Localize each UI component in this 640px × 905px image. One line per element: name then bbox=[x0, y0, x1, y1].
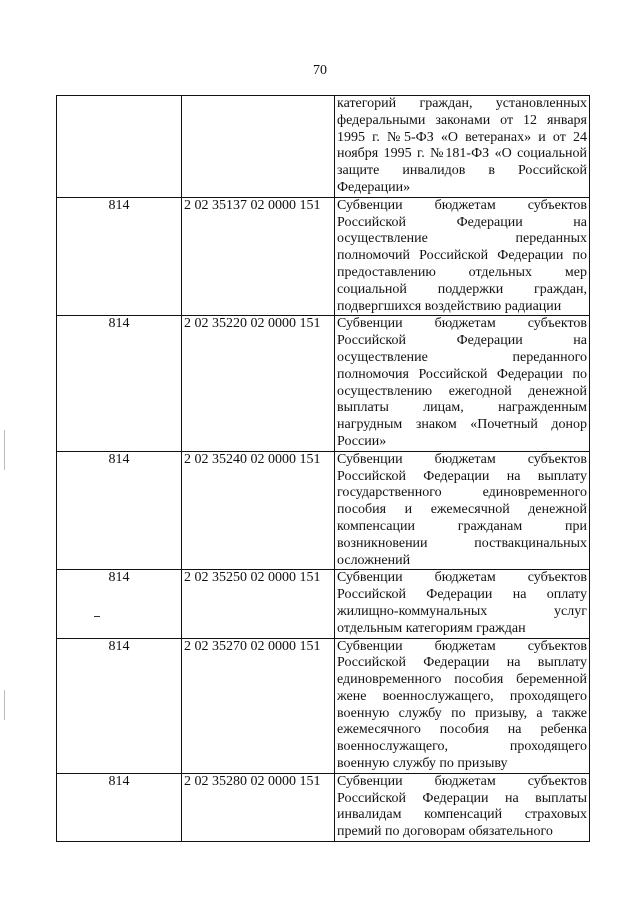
description-line: Российской Федерации на выплату bbox=[337, 468, 587, 484]
description-line: Федерации» bbox=[337, 179, 411, 195]
description-line: 1995 г. №5-ФЗ «О ветеранах» и от 24 bbox=[337, 129, 587, 145]
description-cell bbox=[335, 96, 590, 198]
description-line: подвергшихся воздействию радиации bbox=[337, 298, 562, 314]
description-line: осложнений bbox=[337, 552, 411, 568]
description-line: отдельным категориям граждан bbox=[337, 620, 526, 636]
scan-margin-mark bbox=[4, 430, 5, 470]
description-line: жилищно-коммунальных услуг bbox=[337, 603, 587, 619]
budget-code-cell: 2 02 35220 02 0000 151 bbox=[182, 316, 335, 451]
description-cell bbox=[335, 773, 590, 841]
description-line: компенсации гражданам при bbox=[337, 518, 587, 534]
description-line: Российской Федерации на bbox=[337, 214, 587, 230]
description-line: Субвенции бюджетам субъектов bbox=[337, 451, 587, 467]
description-line: федеральными законами от 12 января bbox=[337, 112, 587, 128]
admin-code-cell: 814 bbox=[57, 638, 182, 773]
description-line: возникновении поствакцинальных bbox=[337, 535, 587, 551]
description-line: ежемесячного пособия на ребенка bbox=[337, 722, 587, 738]
table-row bbox=[57, 316, 590, 451]
description-line: полномочий Российской Федерации по bbox=[337, 248, 587, 264]
description-line: осуществление переданных bbox=[337, 231, 587, 247]
description-line: России» bbox=[337, 433, 387, 449]
description-line: Субвенции бюджетам субъектов bbox=[337, 638, 587, 654]
description-line: пособия и ежемесячной денежной bbox=[337, 502, 587, 518]
description-line: Субвенции бюджетам субъектов bbox=[337, 773, 587, 789]
admin-code-cell: 814 bbox=[57, 773, 182, 841]
description-line: полномочия Российской Федерации по bbox=[337, 366, 587, 382]
table-row bbox=[57, 570, 590, 638]
budget-code-cell: 2 02 35137 02 0000 151 bbox=[182, 197, 335, 316]
description-line: военную службу по призыву bbox=[337, 756, 508, 772]
table-row bbox=[57, 451, 590, 570]
description-line: защите инвалидов в Российской bbox=[337, 163, 587, 179]
description-line: государственного единовременного bbox=[337, 485, 587, 501]
description-cell bbox=[335, 451, 590, 570]
description-line: Российской Федерации на выплату bbox=[337, 655, 587, 671]
description-line: военную службу по призыву, а также bbox=[337, 705, 587, 721]
description-line: нагрудным знаком «Почетный донор bbox=[337, 417, 587, 433]
description-line: премий по договорам обязательного bbox=[337, 824, 553, 840]
description-line: ноября 1995 г. №181-ФЗ «О социальной bbox=[337, 146, 587, 162]
description-line: предоставлению отдельных мер bbox=[337, 264, 587, 280]
admin-code-cell: 814 bbox=[57, 316, 182, 451]
page-number: 70 bbox=[313, 63, 327, 78]
budget-code-cell bbox=[182, 96, 335, 198]
description-line: Субвенции бюджетам субъектов bbox=[337, 570, 587, 586]
table-row bbox=[57, 638, 590, 773]
admin-code-cell: 814 bbox=[57, 570, 182, 638]
description-line: осуществление переданного bbox=[337, 349, 587, 365]
admin-code-cell: 814 bbox=[57, 451, 182, 570]
table-row bbox=[57, 773, 590, 841]
table-row bbox=[57, 197, 590, 316]
description-line: инвалидам компенсаций страховых bbox=[337, 807, 587, 823]
description-line: Российской Федерации на bbox=[337, 333, 587, 349]
description-line: осуществлению ежегодной денежной bbox=[337, 383, 587, 399]
description-line: Субвенции бюджетам субъектов bbox=[337, 316, 587, 332]
description-cell bbox=[335, 638, 590, 773]
description-line: Субвенции бюджетам субъектов bbox=[337, 197, 587, 213]
budget-code-cell: 2 02 35250 02 0000 151 bbox=[182, 570, 335, 638]
budget-revenue-table bbox=[56, 95, 590, 842]
budget-code-cell: 2 02 35270 02 0000 151 bbox=[182, 638, 335, 773]
description-cell bbox=[335, 316, 590, 451]
budget-code-cell: 2 02 35280 02 0000 151 bbox=[182, 773, 335, 841]
scan-margin-mark bbox=[4, 690, 5, 720]
scan-artifact bbox=[94, 616, 100, 617]
description-line: Российской Федерации на выплаты bbox=[337, 790, 587, 806]
description-line: жене военнослужащего, проходящего bbox=[337, 688, 587, 704]
admin-code-cell bbox=[57, 96, 182, 198]
description-line: Российской Федерации на оплату bbox=[337, 587, 587, 603]
description-line: военнослужащего, проходящего bbox=[337, 739, 587, 755]
admin-code-cell: 814 bbox=[57, 197, 182, 316]
description-line: социальной поддержки граждан, bbox=[337, 281, 587, 297]
description-line: выплаты лицам, награжденным bbox=[337, 400, 587, 416]
description-line: категорий граждан, установленных bbox=[337, 96, 587, 111]
table-row bbox=[57, 96, 590, 198]
description-line: единовременного пособия беременной bbox=[337, 672, 587, 688]
description-cell bbox=[335, 570, 590, 638]
budget-code-cell: 2 02 35240 02 0000 151 bbox=[182, 451, 335, 570]
description-cell bbox=[335, 197, 590, 316]
